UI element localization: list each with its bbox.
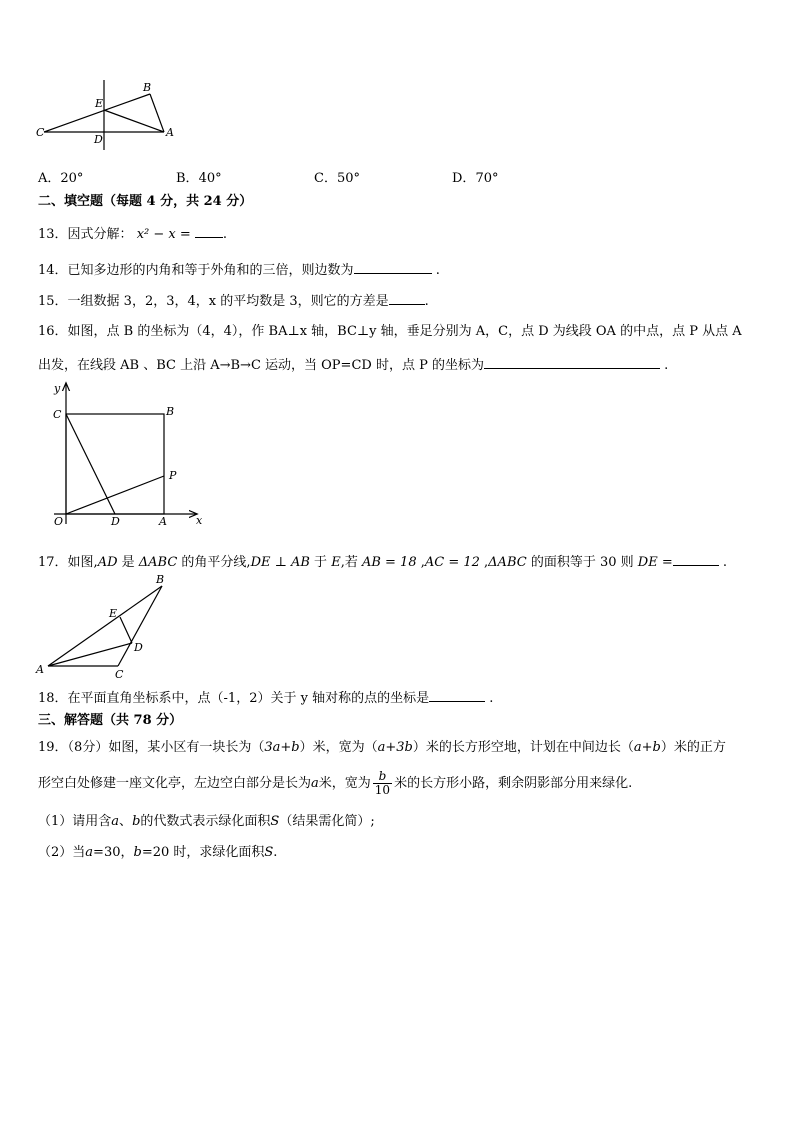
q19-l2d: 米的长方形小路，剩余阴影部分用来绿化. (394, 776, 633, 791)
q17-p7: 于 (309, 555, 332, 570)
option-value: 20° (60, 171, 84, 186)
q17-answer-blank[interactable] (673, 553, 719, 566)
q13-prefix: 13．因式分解： (38, 227, 133, 242)
q19-p1f: S (270, 814, 280, 829)
option-d (452, 167, 498, 186)
q19-l2a: 形空白处修建一座文化亭，左边空白部分是长为 (38, 776, 312, 791)
label-B: B (166, 405, 175, 418)
q19-p1g: （结果需化简）; (279, 814, 375, 829)
fraction-denominator: 10 (374, 783, 391, 797)
question-19-line2 (38, 766, 632, 802)
label-D: D (111, 515, 120, 528)
q17-p15: 的面积等于 30 则 (526, 555, 638, 570)
question-13 (38, 225, 227, 243)
q19-p2e: =20 时，求绿化面积 (141, 845, 265, 860)
q19-p1e: 的代数式表示绿化面积 (140, 814, 271, 829)
segment-CD (66, 414, 115, 514)
q16-suffix: . (664, 358, 669, 373)
option-letter: B． (176, 171, 199, 186)
q13-suffix: . (222, 227, 228, 242)
option-c (314, 167, 360, 186)
q13-expression: x² − x = (136, 227, 191, 242)
option-letter: D． (452, 171, 476, 186)
label-E: E (109, 607, 118, 620)
q19-p1b: a (111, 814, 120, 829)
q19-l2c: 米，宽为 (318, 776, 371, 791)
question-16-line2 (38, 356, 668, 374)
q18-suffix: . (489, 691, 494, 706)
label-A: A (166, 126, 174, 139)
q13-answer-blank[interactable] (195, 225, 223, 238)
q15-answer-blank[interactable] (389, 292, 425, 305)
q19-l1b: 3a+b (264, 740, 300, 755)
fraction-numerator: b (373, 770, 392, 784)
question-19-part2 (38, 845, 277, 861)
question-15 (38, 292, 429, 310)
option-value: 40° (198, 171, 222, 186)
q17-p9: ,若 (340, 555, 362, 570)
q14-text: 14．已知多边形的内角和等于外角和的三倍，则边数为 (38, 263, 354, 278)
q19-p1d: b (132, 814, 141, 829)
segment-OP (66, 476, 164, 514)
label-B: B (156, 573, 165, 586)
q19-l1c: ）米，宽为（ (299, 740, 378, 755)
q12-figure (34, 78, 184, 152)
q18-text: 18．在平面直角坐标系中，点（-1，2）关于 y 轴对称的点的坐标是 (38, 691, 430, 706)
label-A: A (36, 663, 44, 676)
q17-p10: AB = 18 (361, 555, 417, 570)
q15-suffix: . (424, 294, 429, 309)
label-D: D (94, 133, 103, 146)
q19-p2f: S (264, 845, 274, 860)
label-x: x (196, 514, 203, 527)
q17-p4: ΔABC (138, 555, 178, 570)
q17-figure (34, 572, 176, 680)
q19-p1c: 、 (119, 814, 133, 829)
q19-l1d: a+3b (377, 740, 413, 755)
question-19-part1 (38, 814, 375, 830)
q19-fraction (373, 770, 392, 797)
question-14 (38, 261, 440, 279)
q17-p16: DE = (637, 555, 673, 570)
option-letter: C． (314, 171, 337, 186)
label-B: B (143, 81, 152, 94)
q19-l1f: a+b (633, 740, 661, 755)
q17-p5: 的角平分线, (177, 555, 251, 570)
label-E: E (95, 97, 104, 110)
label-C: C (115, 668, 124, 680)
option-value: 70° (475, 171, 499, 186)
option-value: 50° (336, 171, 360, 186)
question-16-line1: 16．如图，点 B 的坐标为（4，4），作 BA⊥x 轴，BC⊥y 轴，垂足分别为 A，C，点 D 为线段 OA 的中点，点 P 从点 A (38, 324, 742, 339)
q19-p2a: （2）当 (38, 845, 86, 860)
q15-text: 15．一组数据 3，2，3，4，x 的平均数是 3，则它的方差是 (38, 294, 389, 309)
label-D: D (134, 641, 143, 654)
label-P: P (169, 469, 177, 482)
q17-p8: E (331, 555, 341, 570)
question-18 (38, 689, 493, 707)
q17-p1: 17．如图, (38, 555, 98, 570)
q14-answer-blank[interactable] (354, 261, 432, 274)
q19-p2c: =30， (93, 845, 134, 860)
option-b (176, 167, 222, 186)
q19-p2g: . (273, 845, 278, 860)
q19-l2b: a (311, 776, 319, 791)
section3-heading: 三、解答题（共 78 分） (38, 713, 183, 728)
option-letter: A． (38, 171, 61, 186)
section2-heading: 二、填空题（每题 4 分，共 24 分） (38, 194, 253, 209)
q19-p2d: b (133, 845, 142, 860)
q17-p12: AC = 12 (424, 555, 480, 570)
segment-EA (104, 110, 164, 132)
square-OABC (66, 414, 164, 514)
q17-p3: 是 (117, 555, 139, 570)
question-19-line1 (38, 740, 726, 756)
q18-answer-blank[interactable] (429, 689, 485, 702)
q19-l1a: 19．（8分）如图，某小区有一块长为（ (38, 740, 265, 755)
segment-DE (120, 617, 132, 643)
q17-suffix: . (722, 555, 727, 570)
q17-p14: ΔABC (488, 555, 527, 570)
q19-p1a: （1）请用含 (38, 814, 112, 829)
q16-line2-text: 出发，在线段 AB 、BC 上沿 A→B→C 运动，当 OP=CD 时，点 P 的坐标为 (38, 358, 484, 373)
segment-BA (150, 94, 164, 132)
q17-p13: , (479, 555, 489, 570)
label-A: A (159, 515, 167, 528)
q16-figure (44, 378, 214, 530)
label-C: C (53, 408, 62, 421)
q14-suffix: . (435, 263, 440, 278)
q17-p11: , (416, 555, 425, 570)
question-17 (38, 553, 727, 571)
q16-answer-blank[interactable] (484, 356, 660, 369)
q17-p6: DE ⊥ AB (250, 555, 310, 570)
label-y: y (54, 382, 61, 395)
q17-p2: AD (97, 555, 118, 570)
option-a (38, 167, 83, 186)
label-O: O (54, 515, 64, 528)
q19-l1g: ）米的正方 (660, 740, 726, 755)
q19-p2b: a (85, 845, 94, 860)
segment-AB (48, 586, 162, 666)
q19-l1e: ）米的长方形空地，计划在中间边长（ (412, 740, 634, 755)
label-C: C (36, 126, 45, 139)
